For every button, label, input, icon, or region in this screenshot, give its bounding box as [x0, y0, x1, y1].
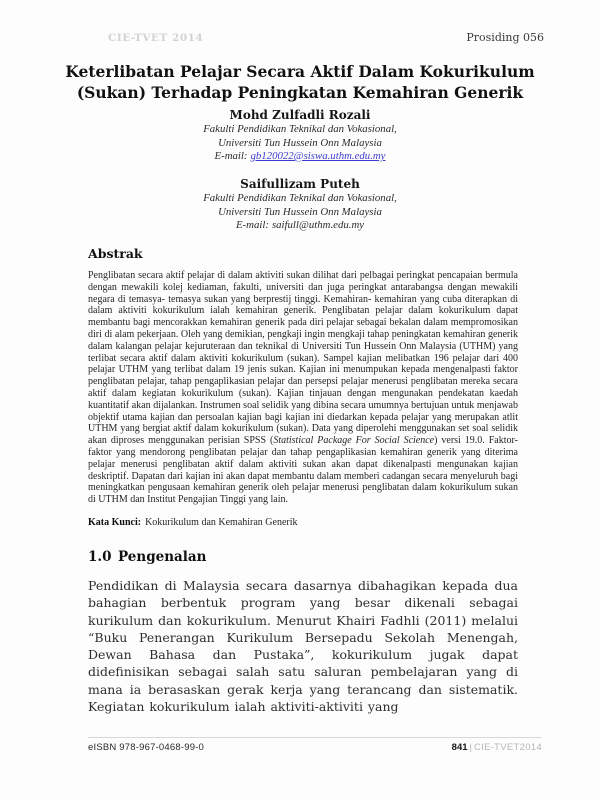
- keywords-label: Kata Kunci:: [88, 516, 142, 528]
- author-2-name: Saifullizam Puteh: [240, 177, 360, 191]
- abstract-paragraph: [88, 270, 518, 506]
- author-1-email-link[interactable]: gb120022@siswa.uthm.edu.my: [250, 150, 386, 162]
- author-1-name: Mohd Zulfadli Rozali: [229, 108, 371, 122]
- running-footer: [88, 737, 542, 753]
- keywords-value: Kokurikulum dan Kemahiran Generik: [145, 516, 298, 528]
- author-2-affiliation-line2: Universiti Tun Hussein Onn Malaysia: [218, 205, 382, 218]
- abstract-italic-phrase: Statistical Package For Social Science: [273, 435, 435, 447]
- author-1-email-label: E-mail:: [214, 150, 248, 162]
- author-2-email-text: saifull@uthm.edu.my: [271, 219, 365, 231]
- section-1-number: 1.0: [88, 548, 112, 565]
- keywords-line: [88, 517, 518, 528]
- running-header: [108, 31, 544, 44]
- section-1-heading: [88, 549, 518, 565]
- footer-page-info: [452, 742, 542, 753]
- author-block-2: [0, 177, 600, 233]
- footer-proceeding-label: CIE-TVET2014: [473, 742, 542, 753]
- paper-title-line2: (Sukan) Terhadap Peningkatan Kemahiran Generik: [76, 83, 524, 102]
- footer-isbn: eISBN 978-967-0468-99-0: [88, 742, 205, 753]
- author-2-email-label: E-mail:: [235, 219, 269, 231]
- header-conference-watermark: CIE-TVET 2014: [108, 32, 204, 44]
- author-2-email-line: [0, 219, 600, 233]
- abstract-text-part1: Penglibatan secara aktif pelajar di dalam aktiviti sukan dilihat dari pelbagai peringkat pencapaian bermula dengan mewakili kolej kediaman, fakulti, universiti dan juga peringkat antarabangsa dengan mewakili negara di temasya- temasya sukan yang berprestij tinggi. Kemahiran- kemahiran yang cuba diterapkan di dalam aktiviti kokurikulum ialah kemahiran generik. Penglibatan pelajar dalam kokurikulum dapat membantu bagi mencorakkan kemahiran generik pada diri pelajar sebagai bekalan dalam mempromosikan diri di alam pekerjaan. Oleh yang demikian, pengkaji ingin mengkaji tahap peningkatan kemahiran generik dalam kalangan pelajar kejuruteraan dan teknikal di Universiti Tun Hussein Onn Malaysia (UTHM) yang terlibat secara aktif dalam aktiviti kokurikulum (sukan). Sampel kajian melibatkan 196 pelajar dari 400 pelajar UTHM yang terlibat dalam 19 jenis sukan. Kajian ini menumpukan kepada mengenalpasti faktor penglibatan pelajar, tahap pengaplikasian pelajar dan persepsi pelajar menerusi penglibatan mereka secara aktif dalam kegiatan kokurikulum (sukan). Kajian tinjauan dengan mengunakan pendekatan kaedah kuantitatif akan dijalankan. Instrumen soal selidik yang dibina secara umumnya bertujuan untuk menjawab objektif utama kajian dan persoalan kajian bagi kajian ini diedarkan kepada pelajar yang merupakan atlit UTHM yang bergiat aktif dalam kokurikulum (sukan). Data yang diperolehi menggunakan set soal selidik akan diproses menggunakan perisian SPSS (: [88, 270, 518, 447]
- author-1-affiliation-line1: Fakulti Pendidikan Teknikal dan Vokasional,: [203, 123, 397, 135]
- main-column: [88, 246, 518, 738]
- abstract-heading: Abstrak: [88, 246, 143, 261]
- abstract-text-part2: ) versi 19.0. Faktor-faktor yang mendorong penglibatan pelajar dan tahap pengaplikasian kemahiran generik yang diterima pelajar menerusi penglibatan aktif dalam aktiviti sukan akan dapat dikenalpasti mengunakan kajian deskriptif. Dapatan dari kajian ini akan dapat membantu dalam memberi cadangan secara menyeluruh bagi meningkatkan pengusaan kemahiran generik oleh pelajar menerusi penglibatan dalam kokurikulum sukan di UTHM dan Institut Pengajian Tinggi yang lain.: [88, 435, 518, 506]
- author-2-affiliation-line1: Fakulti Pendidikan Teknikal dan Vokasional,: [203, 192, 397, 204]
- author-block-1: [0, 108, 600, 164]
- paper-title-line1: Keterlibatan Pelajar Secara Aktif Dalam Kokurikulum: [65, 62, 535, 81]
- section-1-title: Pengenalan: [118, 548, 207, 565]
- header-proceeding-number: Prosiding 056: [466, 31, 544, 44]
- paper-title: [40, 61, 560, 103]
- footer-separator: |: [469, 742, 472, 753]
- footer-page-number: 841: [451, 742, 468, 753]
- author-1-affiliation-line2: Universiti Tun Hussein Onn Malaysia: [218, 136, 382, 149]
- section-1-paragraph: Pendidikan di Malaysia secara dasarnya dibahagikan kepada dua bahagian berbentuk program yang besar dikenali sebagai kurikulum dan kokurikulum. Menurut Khairi Fadhli (2011) melalui “Buku Penerangan Kurikulum Bersepadu Sekolah Menengah, Dewan Bahasa dan Pustaka”, kokurikulum jugak dapat didefinisikan sebagai salah satu saluran pembelajaran yang di mana ia berasaskan gerak kerja yang terancang dan sistematik. Kegiatan kokurikulum ialah aktiviti-aktiviti yang: [88, 577, 518, 715]
- author-1-email-line: [0, 150, 600, 164]
